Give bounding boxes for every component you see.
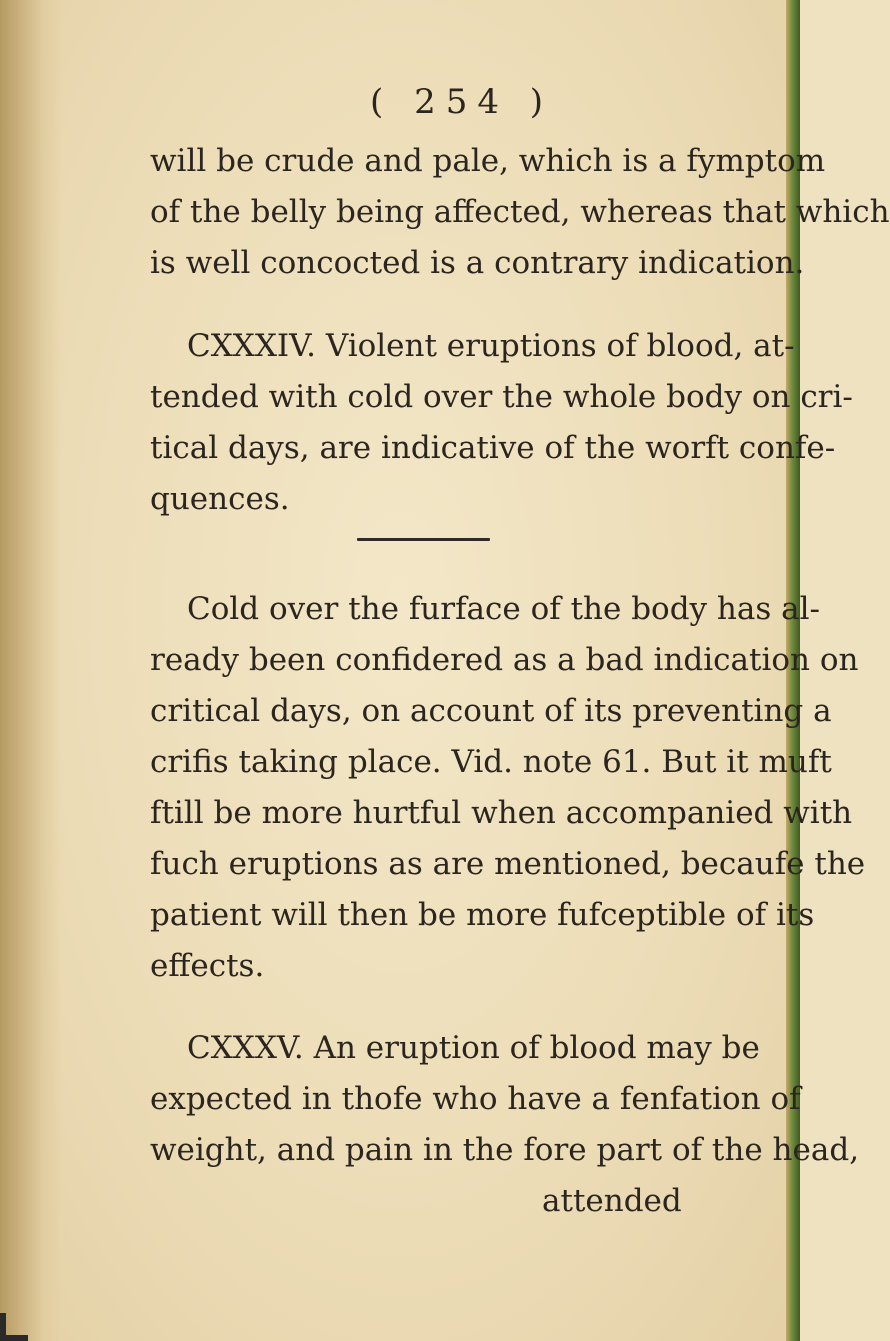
text-line: ftill be more hurtful when accompanied with — [150, 795, 853, 831]
text-line: quences. — [150, 481, 290, 517]
text-line: weight, and pain in the fore part of the head, — [150, 1132, 860, 1168]
text-line: patient will then be more fufceptible of its — [150, 897, 815, 933]
text-line: Cold over the furface of the body has al- — [187, 591, 821, 627]
gutter-shadow — [0, 0, 62, 1341]
text-line: tical days, are indicative of the worft confe- — [150, 430, 836, 466]
text-line: effects. — [150, 948, 265, 984]
text-line: is well concocted is a contrary indication. — [150, 245, 805, 281]
text-line: will be crude and pale, which is a fymptom — [150, 143, 826, 179]
text-line: tended with cold over the whole body on cri- — [150, 379, 853, 415]
text-line: expected in thofe who have a fenfation of — [150, 1081, 801, 1117]
page-number: ( 254 ) — [370, 82, 554, 122]
catchword: attended — [542, 1183, 682, 1219]
text-line: fuch eruptions as are mentioned, becaufe the — [150, 846, 866, 882]
text-line: ready been confidered as a bad indication on — [150, 642, 859, 678]
text-line: critical days, on account of its preventing a — [150, 693, 832, 729]
text-line: of the belly being affected, whereas that which — [150, 194, 890, 230]
corner-mark — [0, 1313, 28, 1341]
section-divider — [357, 538, 490, 541]
text-line: crifis taking place. Vid. note 61. But it muft — [150, 744, 832, 780]
text-line: CXXXV. An eruption of blood may be — [187, 1030, 760, 1066]
text-line: CXXXIV. Violent eruptions of blood, at- — [187, 328, 795, 364]
